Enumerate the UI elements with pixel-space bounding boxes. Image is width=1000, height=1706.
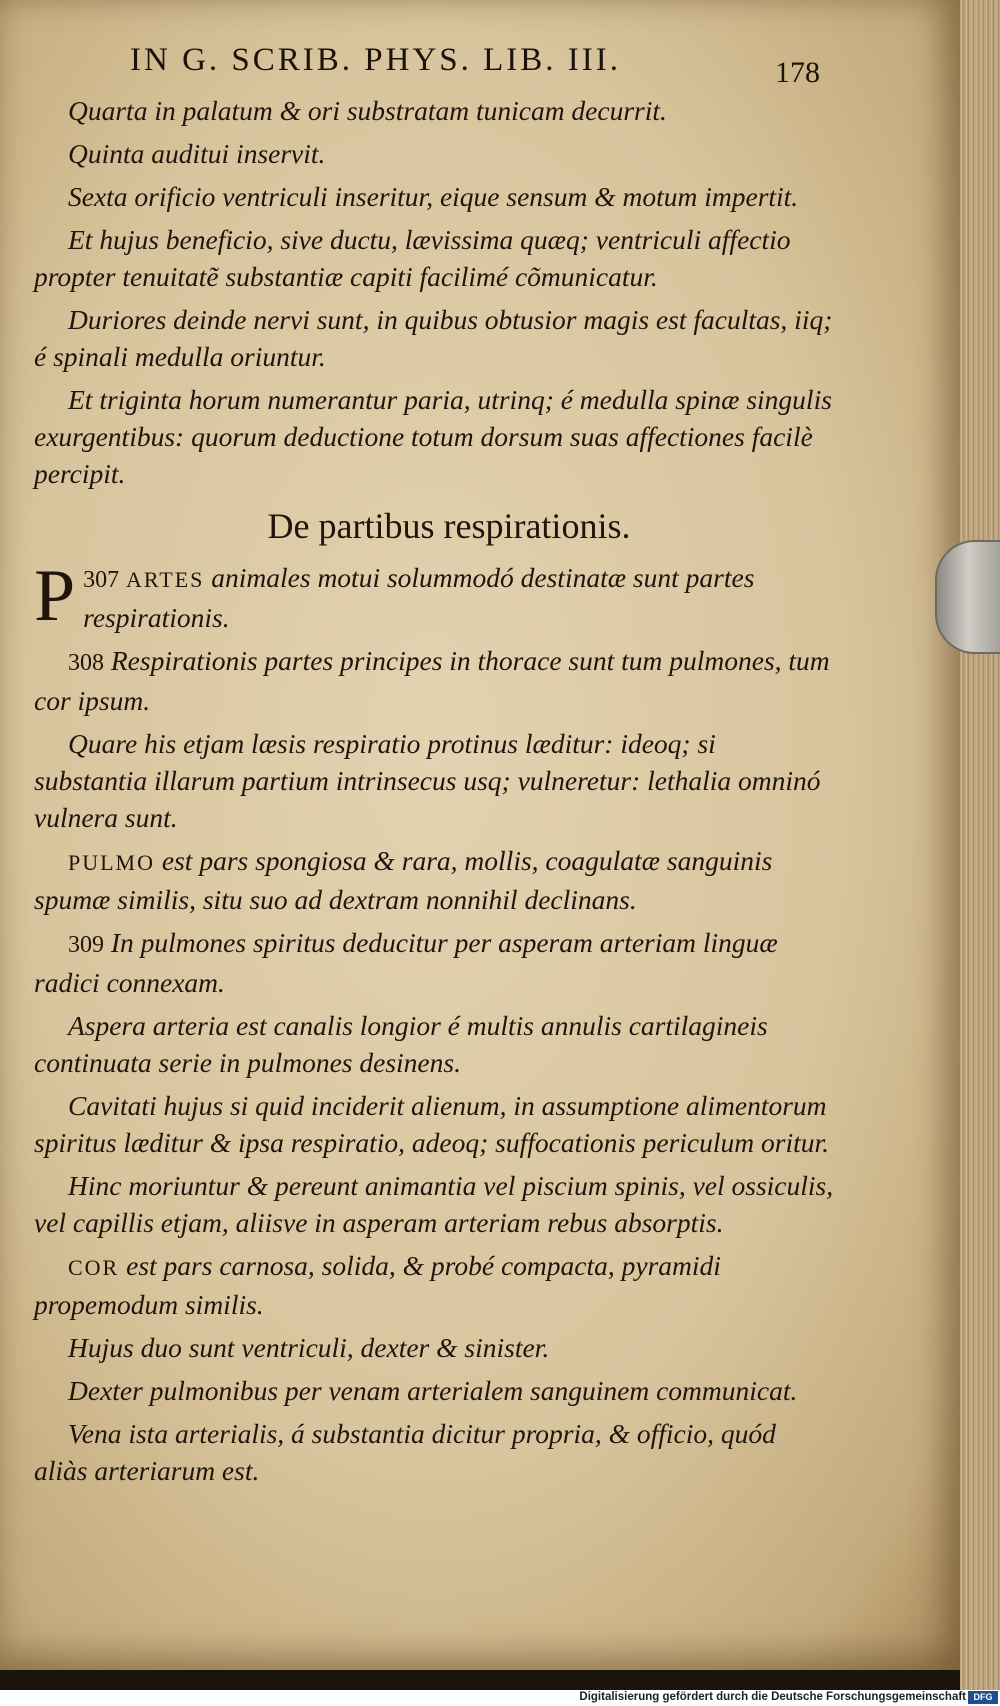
paragraph-text: est pars carnosa, solida, & probé compacta, pyramidi propemodum similis. [34, 1250, 721, 1320]
paragraph: Et triginta horum numerantur paria, utrinq; é medulla spinæ singulis exurgentibus: quorum deductione totum dorsum suas affectiones facilè percipit. [34, 384, 832, 489]
small-caps-word: PULMO [68, 850, 156, 875]
paragraph-text: est pars spongiosa & rara, mollis, coagulatæ sanguinis spumæ similis, situ suo ad dextram nonnihil declinans. [34, 845, 773, 915]
paragraph-text: Respirationis partes principes in thorace sunt tum pulmones, tum cor ipsum. [34, 645, 830, 716]
paragraph: Quare his etjam læsis respiratio protinus læditur: ideoq; si substantia illarum partium intrinsecus usq; vulneretur: lethalia omninó vulnera sunt. [34, 728, 821, 833]
paragraph: Hujus duo sunt ventriculi, dexter & sinister. [68, 1332, 550, 1363]
paragraph-number: 309 [68, 932, 104, 958]
paragraph: Hinc moriuntur & pereunt animantia vel piscium spinis, vel ossiculis, vel capillis etjam, aliisve in asperam arteriam rebus absorptis. [34, 1170, 834, 1238]
paragraph: Cavitati hujus si quid inciderit alienum, in assumptione alimentorum spiritus læditur & ipsa respiratio, adeoq; suffocationis periculum oritur. [34, 1090, 830, 1158]
paragraph: Quarta in palatum & ori substratam tunicam decurrit. [68, 95, 667, 126]
digitization-credit: Digitalisierung gefördert durch die Deutsche Forschungsgemeinschaft [579, 1691, 966, 1703]
metal-clasp [935, 540, 1000, 654]
paragraph-number: 308 [68, 650, 104, 676]
paragraph-308 [34, 642, 834, 719]
paragraph-text: In pulmones spiritus deducitur per asperam arteriam linguæ radici connexam. [34, 927, 778, 998]
dfg-logo: DFG [968, 1691, 998, 1704]
paragraph-cor [34, 1247, 834, 1323]
small-caps-word: ARTES [126, 567, 205, 592]
drop-cap: P [34, 555, 76, 637]
paragraph-number: 307 [83, 567, 120, 593]
running-header: IN G. SCRIB. PHYS. LIB. III. [130, 42, 622, 78]
paragraph: Quinta auditui inservit. [68, 138, 326, 169]
paragraph-307 [34, 555, 834, 637]
paragraph: Dexter pulmonibus per venam arterialem sanguinem communicat. [68, 1375, 798, 1406]
paragraph-text: animales motui solummodó destinatæ sunt partes respirationis. [83, 562, 755, 633]
paragraph-pulmo [34, 842, 834, 918]
small-caps-word: COR [68, 1255, 120, 1280]
paragraph: Aspera arteria est canalis longior é multis annulis cartilagineis continuata serie in pulmones desinens. [34, 1010, 768, 1078]
paragraph: Sexta orificio ventriculi inseritur, eique sensum & motum impertit. [68, 181, 799, 212]
paragraph: Vena ista arterialis, á substantia dicitur propria, & officio, quód aliàs arteriarum est. [34, 1418, 776, 1486]
page-edges [960, 0, 1000, 1690]
page-number: 178 [775, 56, 820, 89]
body-text [34, 92, 834, 1495]
section-heading: De partibus respirationis. [267, 506, 631, 546]
paragraph: Et hujus beneficio, sive ductu, lævissima quæq; ventriculi affectio propter tenuitatẽ substantiæ capiti facilimé cõmunicatur. [34, 224, 791, 292]
paragraph: Duriores deinde nervi sunt, in quibus obtusior magis est facultas, iiq; é spinali medulla oriuntur. [34, 304, 833, 372]
paragraph-309 [34, 924, 834, 1001]
